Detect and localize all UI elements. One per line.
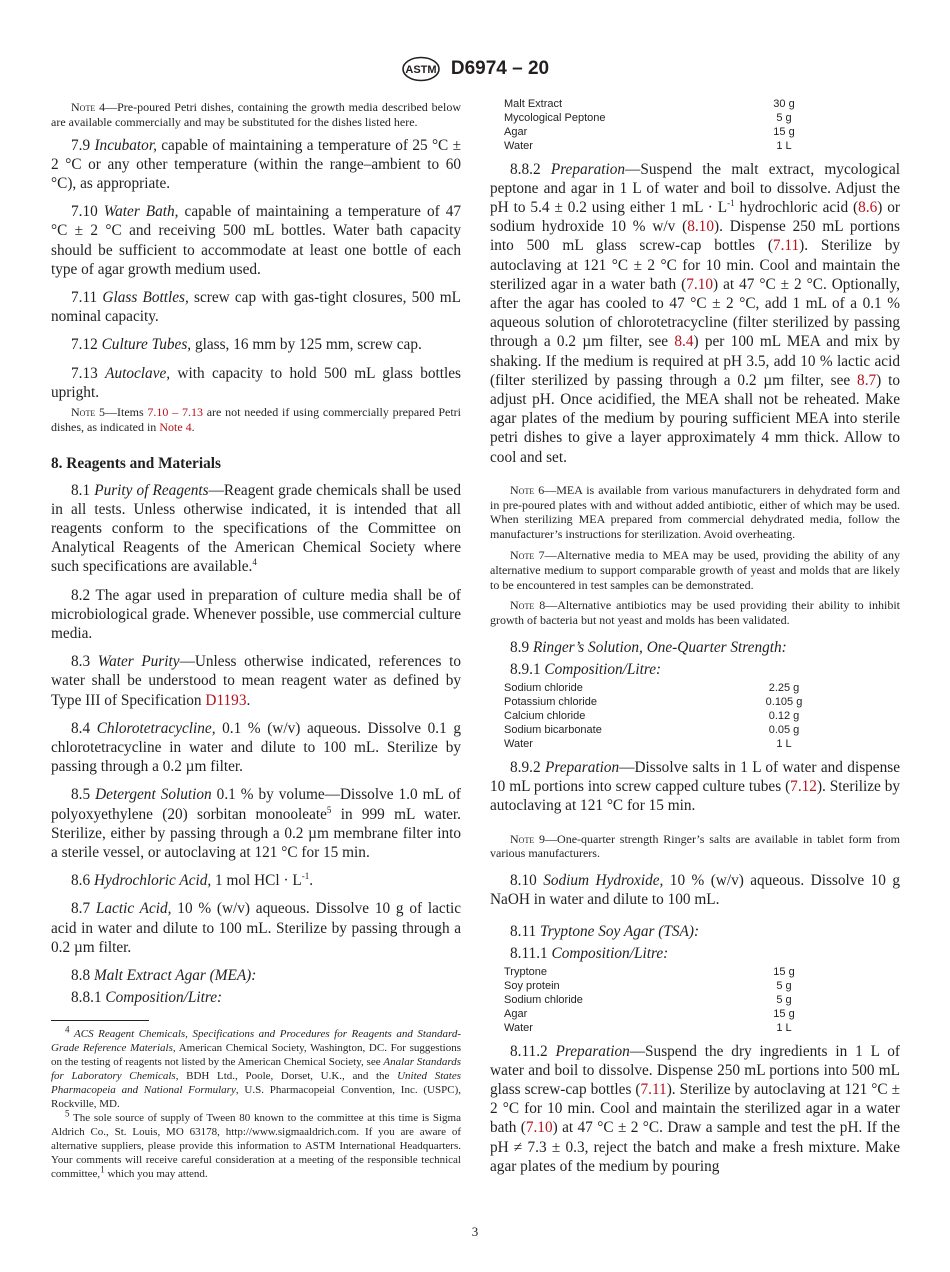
section-8-8-2: 8.8.2 Preparation—Suspend the malt extract, mycological peptone and agar in 1 L of water and boil to dissolve. Adjust the pH to 5.4 ± 0.2 using either 1 mL · $L^{-1}$ hydrochloric acid (8.6) or sodium hydroxide 10 % w/v (8.10). Dispense 250 mL portions into 500 mL glass screw-cap bottles (7.11). Sterilize by autoclaving at 121 °C ± 2 °C for 10 min. Cool and maintain the sterilized agar in a water bath (7.10) at 47 °C ± 2 °C. Optionally, after the agar has cooled to 47 °C ± 2 °C, add 1 mL of a 0.1 % aqueous solution of chlorotetracycline (filter sterilized by passing through a 0.2 µm filter, see 8.4) per 100 mL MEA and mix by shaking. If the medium is required at pH 3.5, add 10 % lactic acid (filter sterilized by passing through a 0.2 µm filter, see 8.7) to adjust pH. Once acidified, the MEA shall not be reheated. Make agar plates of the medium by pouring sufficient MEA into sterile petri dishes to give a layer approximately 4 mm thick. Allow to cool and set. bbox=[490, 160, 901, 466]
table-row: Water 1 L bbox=[504, 1021, 792, 1034]
table-row: Malt Extract 30 g bbox=[504, 98, 795, 110]
section-8-9-1: 8.9.1 Composition/Litre: bbox=[510, 661, 662, 679]
table-row: Sodium chloride 5 g bbox=[504, 993, 792, 1006]
section-7-9: 7.9 Incubator, capable of maintaining a temperature of 25 °C ± 2 °C or any other temperature (within the range–ambient to 60 °C), as appropriate. bbox=[51, 136, 461, 192]
footnote-ref-4[interactable]: 4 bbox=[252, 557, 257, 568]
tsa-composition-table bbox=[504, 966, 824, 1036]
table-row: Soy protein 5 g bbox=[504, 979, 792, 992]
footnote-ref-5[interactable]: 5 bbox=[326, 804, 332, 815]
note-5: Note 5—Items 7.10 – 7.13 are not needed if using commercially prepared Petri dishes, as indicated in Note 4. bbox=[51, 405, 462, 434]
link-8-6[interactable]: 8.6 bbox=[858, 199, 878, 217]
note-9: Note 9—One-quarter strength Ringer’s salts are available in tablet form from various manufacturers. bbox=[490, 831, 900, 861]
link-7-10-7-13[interactable]: 7.10 – 7.13 bbox=[147, 405, 203, 420]
link-d1193[interactable]: D1193 bbox=[205, 691, 247, 709]
table-row: Tryptone 15 g bbox=[504, 966, 795, 978]
section-8-6: 8.6 Hydrochloric Acid, 1 mol HCl · $L^{-1}$. bbox=[71, 871, 314, 890]
section-8-2: 8.2 The agar used in preparation of culture media shall be of microbiological grade. Whenever possible, use commercial culture media. bbox=[51, 586, 461, 643]
table-row: Sodium chloride 2.25 g bbox=[504, 682, 800, 695]
link-7-11[interactable]: 7.11 bbox=[640, 1080, 667, 1098]
section-8-8: 8.8 Malt Extract Agar (MEA): bbox=[71, 967, 257, 985]
link-8-4[interactable]: 8.4 bbox=[674, 333, 694, 351]
table-row: Agar 15 g bbox=[504, 1007, 795, 1020]
mea-composition-table bbox=[504, 98, 824, 154]
table-row: Calcium chloride 0.12 g bbox=[504, 710, 800, 723]
table-row: Water 1 L bbox=[504, 738, 792, 751]
section-8-1: 8.1 Purity of Reagents—Reagent grade chemicals shall be used in all tests. Unless otherwise indicated, it is intended that all reagents conform to the specifications of the Committee on Analytical Reagents of the American Chemical Society where such specifications are available.$^4$ bbox=[51, 481, 461, 576]
link-7-10[interactable]: 7.10 bbox=[525, 1119, 553, 1137]
link-8-7[interactable]: 8.7 bbox=[857, 371, 877, 389]
table-row: Mycological Peptone 5 g bbox=[504, 111, 792, 124]
page-header bbox=[0, 56, 950, 82]
section-8-11-2: 8.11.2 Preparation—Suspend the dry ingredients in 1 L of water and boil to dissolve. Dispense 250 mL portions into 500 mL glass screw-cap bottles (7.11). Sterilize by autoclaving at 121 °C ± 2 °C for 10 min. Cool and maintain the sterilized agar in a water bath (7.10) at 47 °C ± 2 °C. Draw a sample and test the pH. If the pH ≠ 7.3 ± 0.3, reject the batch and make a fresh mixture. Make agar plates of the medium by pouring bbox=[490, 1042, 900, 1175]
note-4: Note 4—Pre-poured Petri dishes, containing the growth media described below are available commercially and may be substituted for the dishes listed here. bbox=[51, 100, 461, 129]
section-8-3: 8.3 Water Purity—Unless otherwise indicated, references to water shall be understood to mean reagent water as defined by Type III of Specification D1193. bbox=[51, 653, 461, 709]
section-8-11: 8.11 Tryptone Soy Agar (TSA): bbox=[510, 922, 700, 940]
section-8-9: 8.9 Ringer’s Solution, One-Quarter Strength: bbox=[510, 639, 787, 657]
section-7-13: 7.13 Autoclave, with capacity to hold 500 mL glass bottles upright. bbox=[51, 364, 462, 401]
section-8-11-1: 8.11.1 Composition/Litre: bbox=[510, 944, 669, 962]
footnote-divider bbox=[51, 1020, 149, 1021]
footnotes bbox=[51, 1020, 461, 1181]
section-8-7: 8.7 Lactic Acid, 10 % (w/v) aqueous. Dissolve 10 g of lactic acid in water and dilute to 100 mL. Sterilize by passing through a 0.2 µm filter. bbox=[51, 900, 462, 956]
footnote-5: $^5$ The sole source of supply of Tween 80 known to the committee at this time is Sigma Aldrich Co., St. Louis, MO 63178, http://www.sigmaaldrich.com. If you are aware of alternative suppliers, please provide this information to ASTM International Headquarters. Your comments will receive careful consideration at a meeting of the responsible technical committee,$^1$ which you may attend. bbox=[51, 1108, 461, 1180]
note-8: Note 8—Alternative antibiotics may be used providing their ability to inhibit growth of bacteria but not yeast and molds has been validated. bbox=[490, 598, 900, 628]
footnote-4: $^4$ ACS Reagent Chemicals, Specifications and Procedures for Reagents and Standard-Grade Reference Materials, American Chemical Society, Washington, DC. For suggestions on the testing of reagents not listed by the American Chemical Society, see Analar Standards for Laboratory Chemicals, BDH Ltd., Poole, Dorset, U.K., and the United States Pharmacopeia and National Formulary, U.S. Pharmacopeial Convention, Inc. (USPC), Rockville, MD. bbox=[51, 1024, 462, 1110]
table-row: Sodium bicarbonate 0.05 g bbox=[504, 724, 800, 737]
section-7-11: 7.11 Glass Bottles, screw cap with gas-tight closures, 500 mL nominal capacity. bbox=[51, 289, 462, 326]
document-id: D6974 – 20 bbox=[450, 58, 550, 79]
section-7-10: 7.10 Water Bath, capable of maintaining a temperature of 47 °C ± 2 °C and receiving 500 mL bottles. Water bath capacity should be sufficient to accommodate at least one bottle of each type of agar growth medium used. bbox=[51, 203, 461, 278]
section-heading-8: 8. Reagents and Materials bbox=[51, 454, 221, 472]
link-7-10[interactable]: 7.10 bbox=[686, 275, 714, 293]
page-number: 3 bbox=[471, 1224, 479, 1239]
link-8-10[interactable]: 8.10 bbox=[687, 218, 714, 236]
section-7-12: 7.12 Culture Tubes, glass, 16 mm by 125 mm, screw cap. bbox=[71, 336, 422, 354]
ringer-composition-table bbox=[504, 682, 824, 752]
link-7-11[interactable]: 7.11 bbox=[772, 237, 800, 255]
table-row: Potassium chloride 0.105 g bbox=[504, 696, 803, 709]
table-row: Agar 15 g bbox=[504, 125, 795, 138]
link-7-12[interactable]: 7.12 bbox=[790, 778, 817, 796]
link-note-4[interactable]: Note 4 bbox=[159, 419, 192, 434]
section-8-5: 8.5 Detergent Solution 0.1 % by volume—Dissolve 1.0 mL of polyoxyethylene (20) sorbitan monooleate$^5$ in 999 mL water. Sterilize, either by passing through a 0.2 µm membrane filter into a sterile vessel, or autoclaving at 121 °C for 15 min. bbox=[51, 786, 461, 862]
left-column bbox=[51, 100, 462, 1180]
svg-text:ASTM: ASTM bbox=[405, 64, 437, 76]
right-column bbox=[490, 98, 900, 1185]
section-8-4: 8.4 Chlorotetracycline, 0.1 % (w/v) aqueous. Dissolve 0.1 g chlorotetracycline in water and dilute to 100 mL. Sterilize by passing through a 0.2 µm filter. bbox=[51, 719, 461, 776]
section-8-8-1: 8.8.1 Composition/Litre: bbox=[71, 989, 223, 1007]
section-8-9-2: 8.9.2 Preparation—Dissolve salts in 1 L of water and dispense 10 mL portions into screw capped culture tubes (7.12). Sterilize by autoclaving at 121 °C for 15 min. bbox=[490, 758, 900, 815]
astm-logo-icon bbox=[401, 56, 441, 82]
note-7: Note 7—Alternative media to MEA may be used, providing the ability of any alternative medium to support comparable growth of yeast and molds that are likely to be encountered in test samples can be demonstrated. bbox=[490, 548, 900, 592]
note-6: Note 6—MEA is available from various manufacturers in dehydrated form and in pre-poured plates with and without added antibiotic, either of which may be used. When sterilizing MEA prepared from commercial dehydrated media, follow the manufacturer’s instructions for sterilization. Avoid overheating. bbox=[490, 482, 900, 542]
table-row: Water 1 L bbox=[504, 139, 792, 152]
section-8-10: 8.10 Sodium Hydroxide, 10 % (w/v) aqueous. Dissolve 10 g NaOH in water and dilute to 100 mL. bbox=[490, 872, 900, 909]
